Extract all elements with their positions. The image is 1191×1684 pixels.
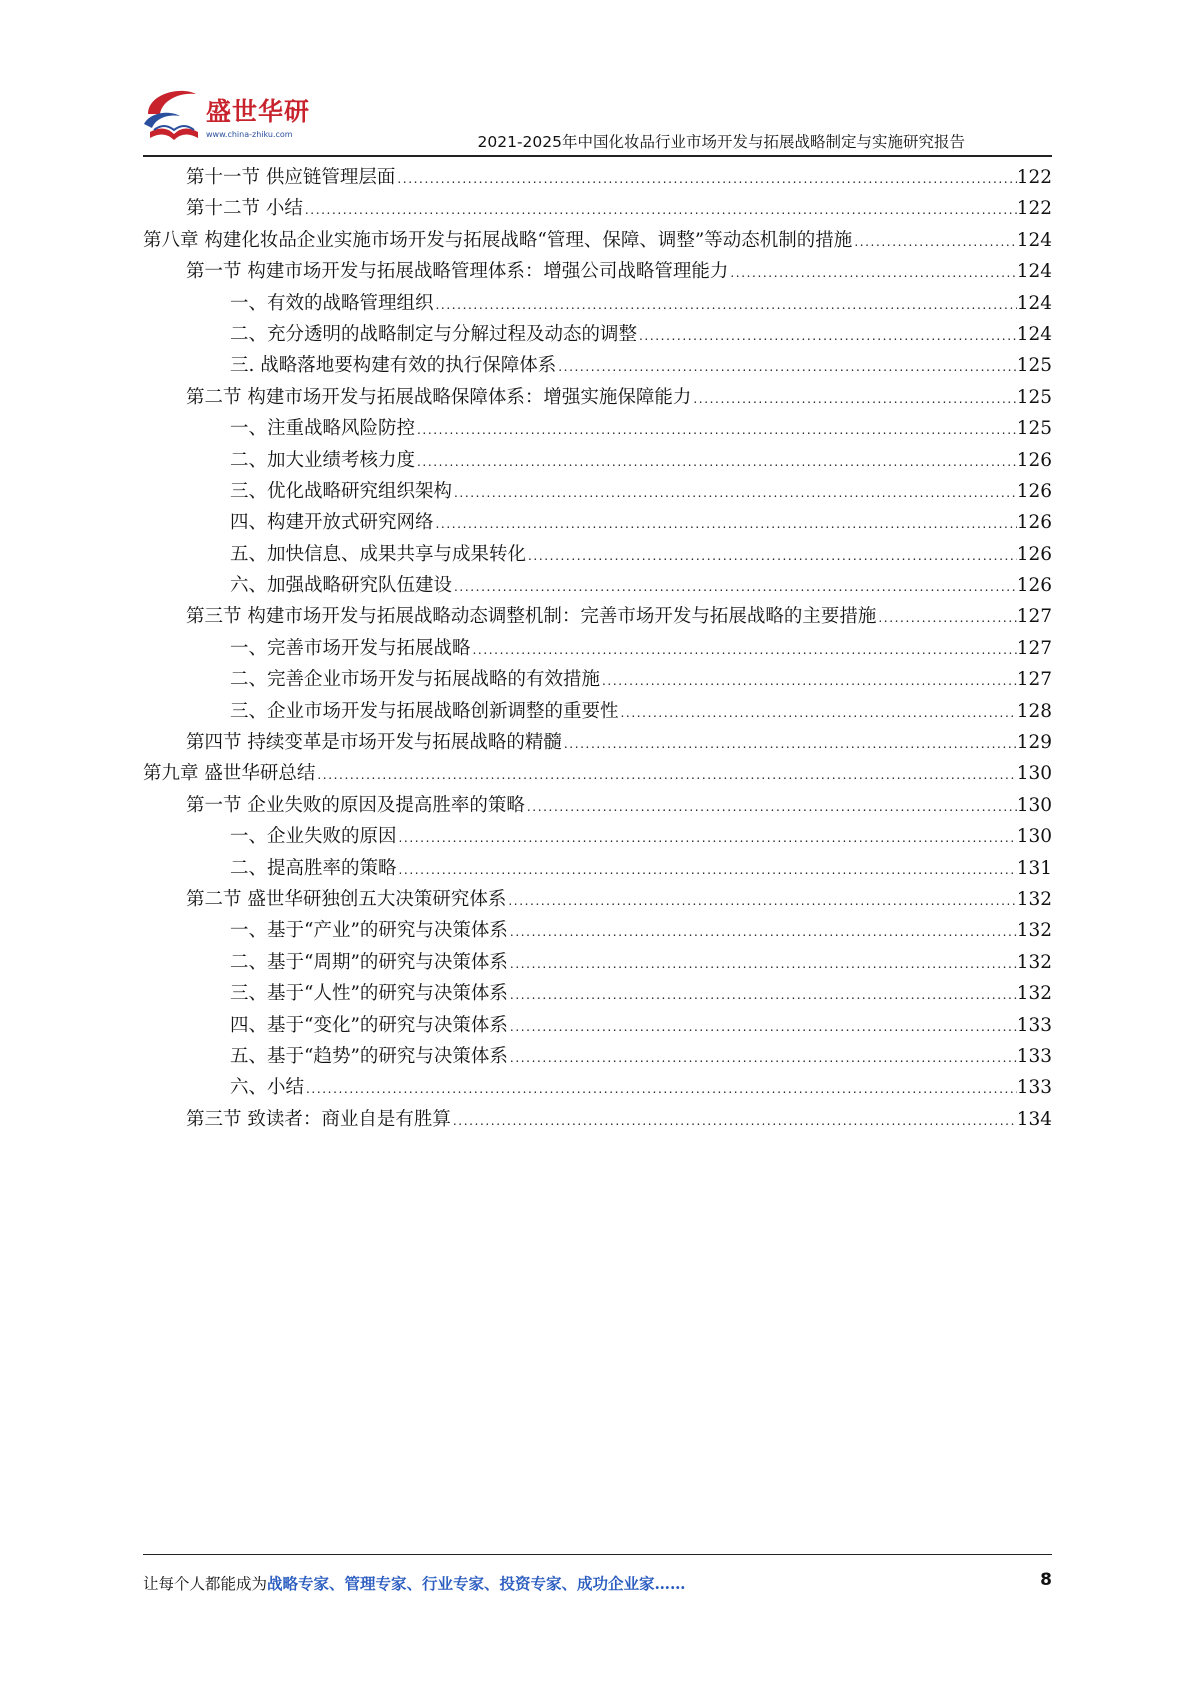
toc-entry-page: 124 — [1016, 292, 1052, 314]
toc-section[interactable] — [143, 884, 1052, 915]
toc-entry-page: 128 — [1016, 700, 1052, 722]
page-number: 8 — [1040, 1570, 1052, 1590]
logo-url: www.china-zhiku.com — [206, 130, 293, 139]
toc-dot-leader — [525, 792, 1017, 823]
toc-entry-label: 二、完善企业市场开发与拓展战略的有效措施 — [230, 669, 601, 691]
toc-section[interactable] — [143, 727, 1052, 758]
toc-entry-label: 三、基于“人性”的研究与决策体系 — [230, 983, 508, 1005]
toc-entry-page: 133 — [1016, 1014, 1052, 1036]
toc-entry-label: 第十一节 供应链管理层面 — [186, 167, 396, 188]
toc-dot-leader — [508, 917, 1017, 948]
toc-chapter[interactable] — [143, 225, 1052, 256]
toc-entry-page: 122 — [1016, 198, 1052, 220]
toc-entry-page: 131 — [1016, 857, 1052, 879]
toc-subsection[interactable] — [143, 1010, 1052, 1041]
toc-dot-leader — [562, 729, 1017, 760]
document-title: 2021-2025年中国化妆品行业市场开发与拓展战略制定与实施研究报告 — [477, 133, 965, 151]
toc-section[interactable] — [143, 601, 1052, 632]
toc-dot-leader — [852, 227, 1016, 258]
toc-entry-page: 125 — [1016, 386, 1052, 408]
toc-dot-leader — [452, 572, 1017, 603]
toc-entry-page: 130 — [1016, 763, 1052, 785]
toc-entry-page: 125 — [1016, 355, 1052, 377]
toc-entry-label: 六、小结 — [230, 1077, 305, 1099]
footer-slogan — [143, 1572, 686, 1594]
toc-entry-label: 第十二节 小结 — [186, 198, 303, 220]
toc-entry-label: 第四节 持续变革是市场开发与拓展战略的精髓 — [186, 732, 562, 754]
toc-dot-leader — [728, 258, 1016, 289]
logo-name: 盛世华研 — [206, 97, 311, 126]
toc-subsection[interactable] — [143, 319, 1052, 350]
toc-entry-label: 第三节 致读者：商业自是有胜算 — [186, 1108, 451, 1130]
toc-dot-leader — [619, 698, 1017, 729]
toc-entry-label: 四、基于“变化”的研究与决策体系 — [230, 1014, 508, 1036]
toc-entry-page: 126 — [1016, 512, 1052, 534]
toc-entry-page: 125 — [1016, 418, 1052, 440]
toc-dot-leader — [637, 321, 1017, 352]
toc-dot-leader — [315, 760, 1016, 791]
toc-entry-label: 第三节 构建市场开发与拓展战略动态调整机制：完善市场开发与拓展战略的主要措施 — [186, 606, 877, 628]
toc-entry-label: 二、提高胜率的策略 — [230, 857, 397, 879]
toc-dot-leader — [451, 1106, 1017, 1137]
toc-dot-leader — [395, 164, 1016, 195]
toc-dot-leader — [600, 666, 1017, 697]
toc-dot-leader — [434, 509, 1017, 540]
toc-subsection[interactable] — [143, 507, 1052, 538]
toc-subsection[interactable] — [143, 413, 1052, 444]
toc-entry-label: 一、有效的战略管理组织 — [230, 292, 434, 314]
toc-entry-label: 五、加快信息、成果共享与成果转化 — [230, 543, 527, 565]
toc-entry-label: 三、优化战略研究组织架构 — [230, 480, 453, 502]
toc-section[interactable] — [143, 256, 1052, 287]
toc-subsection[interactable] — [143, 570, 1052, 601]
header-divider — [143, 155, 1052, 157]
toc-entry-page: 130 — [1016, 826, 1052, 848]
toc-entry-label: 四、构建开放式研究网络 — [230, 512, 434, 534]
toc-entry-page: 133 — [1016, 1077, 1052, 1099]
toc-entry-page: 130 — [1016, 794, 1052, 816]
toc-section[interactable] — [143, 1104, 1052, 1135]
toc-dot-leader — [508, 1012, 1017, 1043]
toc-subsection[interactable] — [143, 539, 1052, 570]
toc-entry-label: 第二节 盛世华研独创五大决策研究体系 — [186, 888, 507, 910]
toc-subsection[interactable] — [143, 978, 1052, 1009]
toc-subsection[interactable] — [143, 1041, 1052, 1072]
toc-dot-leader — [691, 384, 1016, 415]
toc-dot-leader — [556, 352, 1016, 383]
toc-entry-label: 三、企业市场开发与拓展战略创新调整的重要性 — [230, 700, 619, 722]
toc-entry-label: 一、基于“产业”的研究与决策体系 — [230, 920, 508, 942]
toc-entry-label: 二、充分透明的战略制定与分解过程及动态的调整 — [230, 323, 638, 345]
slogan-highlight: 战略专家、管理专家、行业专家、投资专家、成功企业家…… — [267, 1574, 686, 1593]
toc-dot-leader — [876, 603, 1016, 634]
toc-entry-label: 六、加强战略研究队伍建设 — [230, 575, 453, 597]
toc-entry-page: 124 — [1016, 261, 1052, 283]
toc-subsection[interactable] — [143, 696, 1052, 727]
footer-divider — [143, 1554, 1052, 1555]
toc-entry-page: 132 — [1016, 888, 1052, 910]
toc-entry-label: 二、基于“周期”的研究与决策体系 — [230, 951, 508, 973]
toc-entry-label: 三. 战略落地要构建有效的执行保障体系 — [230, 355, 557, 377]
toc-entry-page: 126 — [1016, 480, 1052, 502]
toc-section[interactable] — [143, 162, 1052, 193]
toc-entry-page: 134 — [1016, 1108, 1052, 1130]
toc-entry-page: 126 — [1016, 543, 1052, 565]
toc-dot-leader — [415, 415, 1017, 446]
toc-dot-leader — [526, 541, 1017, 572]
toc-dot-leader — [303, 195, 1017, 226]
toc-subsection[interactable] — [143, 1072, 1052, 1103]
toc-section[interactable] — [143, 193, 1052, 224]
logo-mark-icon — [140, 84, 206, 148]
toc-subsection[interactable] — [143, 853, 1052, 884]
toc-entry-label: 第八章 构建化妆品企业实施市场开发与拓展战略“管理、保障、调整”等动态机制的措施 — [143, 229, 853, 251]
toc-chapter[interactable] — [143, 758, 1052, 789]
toc-entry-page: 124 — [1016, 323, 1052, 345]
toc-subsection[interactable] — [143, 947, 1052, 978]
toc-entry-page: 126 — [1016, 449, 1052, 471]
toc-entry-label: 第二节 构建市场开发与拓展战略保障体系：增强实施保障能力 — [186, 386, 692, 408]
toc-entry-label: 一、企业失败的原因 — [230, 826, 397, 848]
company-logo — [140, 84, 310, 148]
toc-dot-leader — [415, 447, 1017, 478]
toc-subsection[interactable] — [143, 288, 1052, 319]
toc-section[interactable] — [143, 382, 1052, 413]
toc-dot-leader — [508, 949, 1017, 980]
toc-dot-leader — [506, 886, 1016, 917]
toc-entry-label: 五、基于“趋势”的研究与决策体系 — [230, 1045, 508, 1067]
toc-entry-label: 一、完善市场开发与拓展战略 — [230, 637, 471, 659]
toc-entry-label: 二、加大业绩考核力度 — [230, 449, 416, 471]
toc-dot-leader — [452, 478, 1017, 509]
toc-subsection[interactable] — [143, 445, 1052, 476]
toc-dot-leader — [471, 635, 1017, 666]
toc-entry-label: 第一节 企业失败的原因及提高胜率的策略 — [186, 794, 525, 816]
toc-entry-page: 132 — [1016, 920, 1052, 942]
toc-dot-leader — [304, 1074, 1017, 1105]
toc-dot-leader — [397, 855, 1017, 886]
toc-entry-page: 132 — [1016, 951, 1052, 973]
toc-entry-page: 124 — [1016, 229, 1052, 251]
toc-dot-leader — [508, 1043, 1017, 1074]
slogan-prefix: 让每个人都能成为 — [143, 1575, 268, 1593]
toc-subsection[interactable] — [143, 664, 1052, 695]
toc-subsection[interactable] — [143, 821, 1052, 852]
toc-entry-page: 127 — [1016, 637, 1052, 659]
toc-entry-page: 127 — [1016, 669, 1052, 691]
toc-dot-leader — [397, 823, 1017, 854]
toc-entry-label: 一、注重战略风险防控 — [230, 418, 416, 440]
toc-entry-page: 127 — [1016, 606, 1052, 628]
toc-entry-page: 126 — [1016, 575, 1052, 597]
toc-entry-label: 第九章 盛世华研总结 — [143, 763, 316, 785]
toc-dot-leader — [434, 290, 1017, 321]
toc-subsection[interactable] — [143, 915, 1052, 946]
toc-subsection[interactable] — [143, 633, 1052, 664]
toc-subsection[interactable] — [143, 476, 1052, 507]
toc-entry-label: 第一节 构建市场开发与拓展战略管理体系：增强公司战略管理能力 — [186, 261, 729, 283]
table-of-contents — [143, 162, 1052, 1135]
toc-entry-page: 132 — [1016, 983, 1052, 1005]
toc-section[interactable] — [143, 790, 1052, 821]
toc-dot-leader — [508, 980, 1017, 1011]
toc-entry-page: 133 — [1016, 1045, 1052, 1067]
toc-subsection[interactable] — [143, 350, 1052, 381]
toc-entry-page: 122 — [1016, 167, 1052, 188]
toc-entry-page: 129 — [1016, 732, 1052, 754]
